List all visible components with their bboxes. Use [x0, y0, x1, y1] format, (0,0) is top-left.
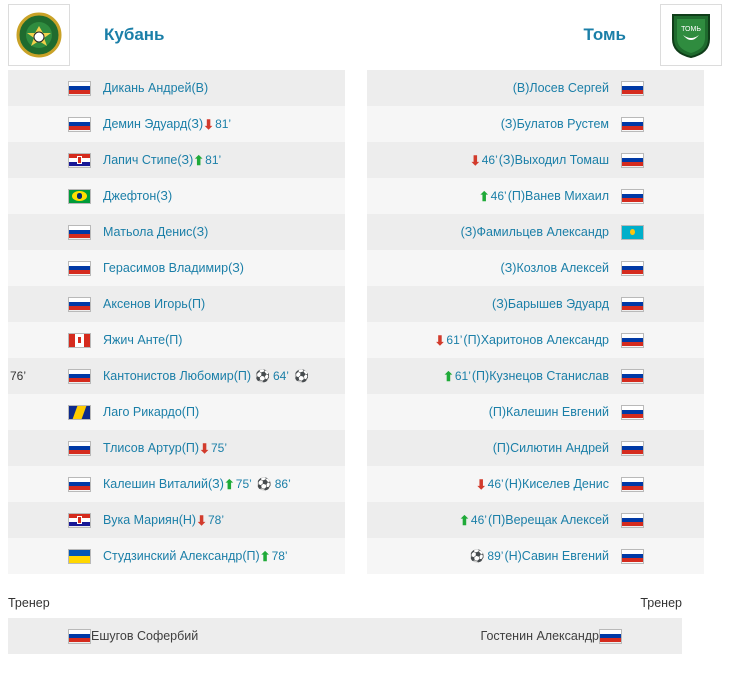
away-player-cell[interactable]: [367, 358, 704, 394]
player-name[interactable]: Савин Евгений: [521, 549, 609, 563]
event-minute: 89’: [487, 549, 504, 563]
column-gap: [345, 142, 367, 178]
player-name[interactable]: Калешин Виталий: [103, 477, 208, 491]
home-player-cell[interactable]: [8, 70, 345, 106]
football-ball-icon: ⚽: [293, 369, 309, 383]
flag-icon-ru: [621, 513, 644, 528]
goal-event: [251, 369, 290, 383]
lineup-row: [8, 466, 722, 502]
arrow-down-icon: ⬇: [475, 476, 487, 492]
player-name[interactable]: Харитонов Александр: [480, 333, 609, 347]
away-player-cell[interactable]: [367, 394, 704, 430]
away-player-cell[interactable]: [367, 430, 704, 466]
column-gap: [345, 502, 367, 538]
flag-icon-kz: [621, 225, 644, 240]
flag-icon-ua: [68, 549, 91, 564]
goal-event: [465, 549, 504, 563]
player-position: (З): [500, 117, 517, 131]
substitution-out: [199, 441, 228, 455]
flag-icon-ru: [621, 81, 644, 96]
event-minute: 46’: [481, 153, 498, 167]
home-player-cell[interactable]: [8, 430, 345, 466]
flag-icon-ru: [621, 369, 644, 384]
player-position: (П): [233, 369, 251, 383]
flag-icon-ru: [68, 225, 91, 240]
home-player-cell[interactable]: [8, 250, 345, 286]
flag-icon-ru: [68, 117, 91, 132]
player-name[interactable]: Яжич Анте: [103, 333, 166, 347]
event-minute: 86’: [274, 477, 291, 491]
player-name[interactable]: Вука Мариян: [103, 513, 179, 527]
player-name[interactable]: Лапич Стипе: [103, 153, 178, 167]
flag-icon-ru: [621, 477, 644, 492]
column-gap: [345, 106, 367, 142]
player-name[interactable]: Лаго Рикардо: [103, 405, 182, 419]
away-player-cell[interactable]: [367, 70, 704, 106]
player-name[interactable]: Лосев Сергей: [529, 81, 609, 95]
flag-icon-ca: [68, 333, 91, 348]
lineup-row: [8, 358, 722, 394]
player-name[interactable]: Кузнецов Станислав: [489, 369, 609, 383]
away-player-cell[interactable]: [367, 502, 704, 538]
lineup-row: [8, 142, 722, 178]
player-position: (З): [498, 153, 515, 167]
flag-icon-ru: [68, 81, 91, 96]
event-minute: 75’: [235, 477, 252, 491]
home-player-cell[interactable]: [8, 178, 345, 214]
flag-icon-ru: [68, 297, 91, 312]
player-position: (П): [187, 297, 206, 311]
arrow-down-icon: ⬇: [203, 116, 215, 132]
away-player-cell[interactable]: [367, 106, 704, 142]
player-position: (П): [242, 549, 260, 563]
arrow-down-icon: ⬇: [196, 512, 207, 528]
player-name[interactable]: Верещак Алексей: [505, 513, 609, 527]
lineup-row: [8, 538, 722, 574]
event-minute: 46’: [470, 513, 487, 527]
player-name[interactable]: Демин Эдуард: [103, 117, 188, 131]
lineup-row: [8, 502, 722, 538]
player-position: (З): [192, 225, 209, 239]
player-position: (З): [187, 117, 204, 131]
home-player-cell[interactable]: [8, 538, 345, 574]
player-name[interactable]: Фамильцев Александр: [476, 225, 609, 239]
away-player-cell[interactable]: [367, 250, 704, 286]
substitution-out: [476, 477, 505, 491]
column-gap: [345, 430, 367, 466]
substitution-out: [203, 117, 232, 131]
substitution-in: [479, 189, 508, 203]
coach-away[interactable]: [345, 618, 682, 654]
substitution-out: [470, 153, 499, 167]
away-player-cell[interactable]: [367, 286, 704, 322]
player-position: (В): [512, 81, 530, 95]
event-minute: 78’: [271, 549, 288, 563]
substitution-in: [193, 153, 222, 167]
event-minute: 64’: [272, 369, 289, 383]
arrow-up-icon: ⬆: [442, 368, 454, 384]
away-player-cell[interactable]: [367, 178, 704, 214]
flag-icon-ru: [68, 369, 91, 384]
kuban-crest-icon: [8, 4, 70, 66]
player-position: (П): [492, 441, 511, 455]
player-position: (П): [487, 513, 506, 527]
player-position: (П): [181, 405, 200, 419]
column-gap: [345, 286, 367, 322]
lineup-row: [8, 430, 722, 466]
player-position: (З): [500, 261, 517, 275]
event-minute: 46’: [490, 189, 507, 203]
match-header: [0, 0, 730, 70]
svg-text:ТОМЬ: ТОМЬ: [681, 26, 701, 33]
player-name[interactable]: Кантонистов Любомир: [103, 369, 234, 383]
flag-icon-ru: [68, 441, 91, 456]
lineup-row: [8, 70, 722, 106]
away-player-cell[interactable]: [367, 322, 704, 358]
column-gap: [345, 538, 367, 574]
lineup-row: [8, 178, 722, 214]
player-position: (З): [228, 261, 244, 275]
player-position: (Н): [504, 477, 523, 491]
lineup-row: [8, 250, 722, 286]
flag-icon-br: [68, 189, 91, 204]
column-gap: [345, 70, 367, 106]
home-player-cell[interactable]: [8, 466, 345, 502]
home-player-cell[interactable]: [8, 358, 345, 394]
player-position: (В): [191, 81, 209, 95]
flag-icon-ru: [621, 189, 644, 204]
player-position: (П): [463, 333, 481, 347]
player-position: (Н): [504, 549, 522, 563]
football-ball-icon: ⚽: [469, 549, 485, 563]
player-name[interactable]: Джефтон: [103, 189, 157, 203]
arrow-up-icon: ⬆: [223, 476, 235, 492]
coach-row: [0, 618, 730, 654]
player-name[interactable]: Выходил Томаш: [514, 153, 609, 167]
flag-icon-ru: [621, 261, 644, 276]
player-name[interactable]: Студзинский Александр: [103, 549, 243, 563]
flag-icon-ru: [621, 405, 644, 420]
flag-icon-ru: [68, 629, 91, 644]
column-gap: [345, 214, 367, 250]
player-name[interactable]: Калешин Евгений: [506, 405, 609, 419]
flag-icon-hr: [68, 153, 91, 168]
player-position: (П): [507, 189, 525, 203]
player-position: (П): [471, 369, 490, 383]
player-name[interactable]: Козлов Алексей: [516, 261, 609, 275]
substitution-in: [224, 477, 253, 491]
home-player-cell[interactable]: [8, 394, 345, 430]
column-gap: [345, 322, 367, 358]
coach-label-home: Тренер: [8, 596, 50, 610]
football-ball-icon: ⚽: [255, 369, 270, 383]
away-player-cell[interactable]: [367, 142, 704, 178]
substitution-out: [196, 513, 225, 527]
flag-icon-ru: [621, 549, 644, 564]
column-gap: [345, 358, 367, 394]
event-minute: 78’: [208, 513, 225, 527]
away-player-cell[interactable]: [367, 214, 704, 250]
player-position: (З): [207, 477, 224, 491]
home-player-cell[interactable]: [8, 322, 345, 358]
home-team-name[interactable]: Кубань: [104, 25, 165, 44]
player-position: (З): [460, 225, 477, 239]
substitution-out: [434, 333, 463, 347]
coach-home-name: Ешугов Софербий: [91, 629, 199, 643]
lineup-row: [8, 286, 722, 322]
arrow-down-icon: ⬇: [434, 332, 446, 348]
column-gap: [345, 250, 367, 286]
player-name[interactable]: Булатов Рустем: [516, 117, 609, 131]
flag-icon-ru: [621, 441, 644, 456]
home-player-cell[interactable]: [8, 142, 345, 178]
outside-minute-label: 76’: [10, 369, 27, 383]
player-name[interactable]: Силютин Андрей: [510, 441, 609, 455]
home-player-cell[interactable]: [8, 502, 345, 538]
flag-icon-ru: [621, 153, 644, 168]
lineup-row: [8, 106, 722, 142]
player-name[interactable]: Дикань Андрей: [103, 81, 192, 95]
football-ball-icon: ⚽: [256, 477, 272, 491]
flag-icon-ru: [599, 629, 622, 644]
event-minute: 81’: [205, 153, 222, 167]
home-player-cell[interactable]: [8, 106, 345, 142]
substitution-in: [260, 549, 289, 563]
flag-icon-ru: [621, 117, 644, 132]
player-name[interactable]: Аксенов Игорь: [103, 297, 188, 311]
arrow-down-icon: ⬇: [469, 152, 481, 168]
player-name[interactable]: Барышев Эдуард: [507, 297, 609, 311]
flag-icon-hr: [68, 513, 91, 528]
player-name[interactable]: Матьола Денис: [103, 225, 193, 239]
home-player-cell[interactable]: [8, 286, 345, 322]
flag-icon-ru: [68, 261, 91, 276]
away-team-name[interactable]: Томь: [583, 25, 626, 44]
home-player-cell[interactable]: [8, 214, 345, 250]
player-name[interactable]: Герасимов Владимир: [103, 261, 229, 275]
arrow-up-icon: ⬆: [459, 512, 470, 528]
lineup-row: [8, 394, 722, 430]
event-minute: 61’: [454, 369, 471, 383]
coach-labels: [0, 596, 730, 610]
flag-icon-ru: [621, 297, 644, 312]
player-position: (Н): [178, 513, 197, 527]
player-position: (З): [492, 297, 508, 311]
lineup-row: [8, 214, 722, 250]
flag-icon-ba: [68, 405, 91, 420]
event-minute: 46’: [487, 477, 504, 491]
away-player-cell[interactable]: [367, 466, 704, 502]
player-position: (З): [156, 189, 173, 203]
event-minute: 61’: [446, 333, 463, 347]
column-gap: [345, 466, 367, 502]
player-name[interactable]: Киселев Денис: [522, 477, 609, 491]
coach-label-away: Тренер: [640, 596, 682, 610]
player-position: (П): [165, 333, 183, 347]
column-gap: [345, 394, 367, 430]
event-minute: 81’: [215, 117, 232, 131]
arrow-up-icon: ⬆: [193, 152, 205, 168]
substitution-in: [459, 513, 488, 527]
event-minute: 75’: [210, 441, 227, 455]
tom-crest-icon: [660, 4, 722, 66]
lineups-table: [0, 70, 730, 574]
substitution-in: [443, 369, 472, 383]
player-name[interactable]: Тлисов Артур: [103, 441, 182, 455]
goal-event: [290, 369, 311, 383]
lineup-row: [8, 322, 722, 358]
arrow-up-icon: ⬆: [478, 188, 490, 204]
coach-home[interactable]: [8, 618, 345, 654]
player-position: (П): [181, 441, 200, 455]
goal-event: [253, 477, 292, 491]
player-position: (П): [488, 405, 507, 419]
away-player-cell[interactable]: [367, 538, 704, 574]
flag-icon-ru: [621, 333, 644, 348]
player-position: (З): [177, 153, 194, 167]
flag-icon-ru: [68, 477, 91, 492]
player-name[interactable]: Ванев Михаил: [525, 189, 609, 203]
arrow-down-icon: ⬇: [199, 440, 210, 456]
arrow-up-icon: ⬆: [259, 548, 271, 564]
column-gap: [345, 178, 367, 214]
coach-away-name: Гостенин Александр: [480, 629, 599, 643]
